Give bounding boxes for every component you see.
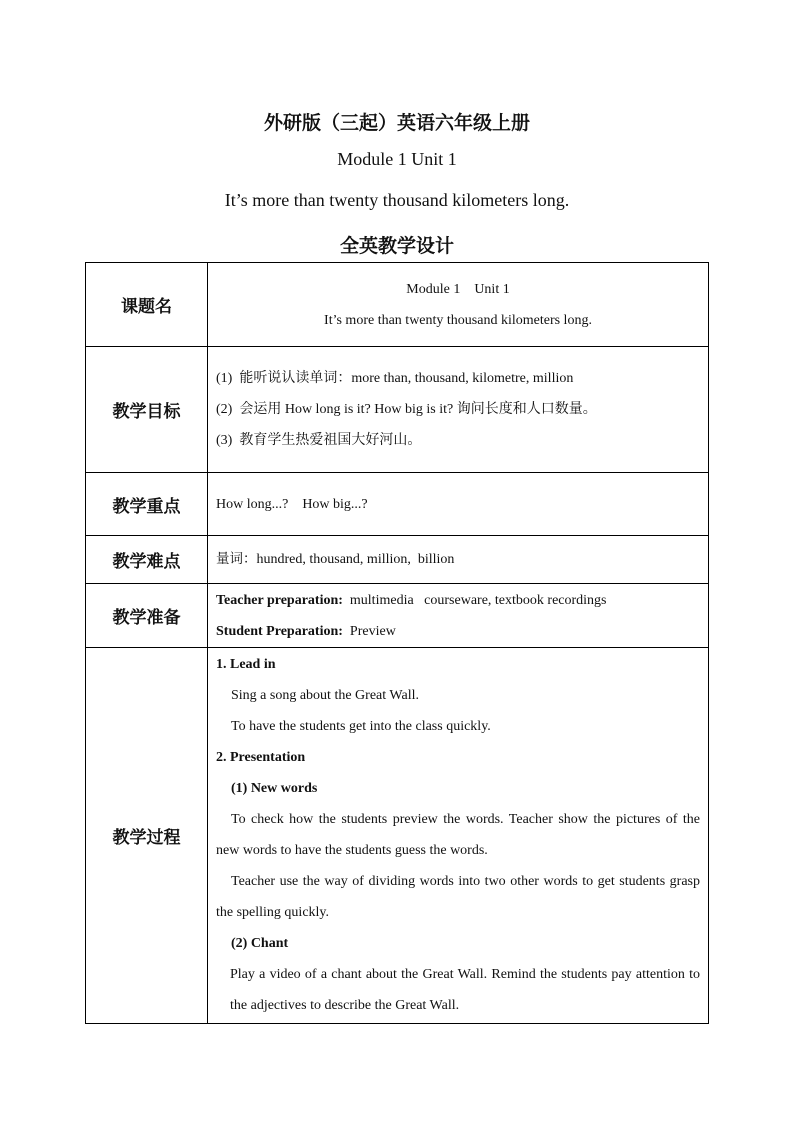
process-paragraph: Play a video of a chant about the Great Wall. Remind the students pay attention to the adjectives to describe the Great Wall. [230,967,700,1013]
objective-en: more than, thousand, kilometre, million [351,371,574,386]
teacher-preparation-value: multimedia courseware, textbook recordings [349,592,607,608]
student-preparation [216,616,700,647]
topic-line2: It’s more than twenty thousand kilometers long. [324,312,592,328]
label-difficulties: 教学难点 [86,536,208,584]
row-process [86,648,709,1024]
row-difficulties [86,536,709,584]
student-preparation-value: Preview [349,623,396,639]
teacher-preparation-label: Teacher preparation: [216,592,343,608]
label-objectives: 教学目标 [86,347,208,473]
lesson-plan-table [85,262,709,1024]
topic-line1: Module 1 Unit 1 [406,281,510,297]
process-step-heading: 1. Lead in [216,657,276,672]
process-sub-heading: (1) New words [231,781,318,796]
topic-content [208,263,709,347]
key-points-content: How long...? How big...? [208,473,709,536]
objective-item [216,394,700,425]
difficulties-cn: 量词： [216,551,257,567]
objectives-content [208,347,709,473]
label-preparation: 教学准备 [86,584,208,648]
objective-item [216,363,700,394]
difficulties-en: hundred, thousand, million, billion [256,552,455,567]
objective-cn: 能听说认读单词： [239,371,352,386]
difficulties-content [208,536,709,584]
label-process: 教学过程 [86,648,208,1024]
design-title: 全英教学设计 [339,235,454,257]
objective-num: (1) [216,371,233,386]
objective-item [216,425,700,456]
label-topic: 课题名 [86,263,208,347]
objective-cn: 教育学生热爱祖国大好河山。 [239,433,422,448]
objective-num: (2) [216,402,233,417]
row-topic [86,263,709,347]
document-title: 外研版（三起）英语六年级上册 [263,112,530,134]
objective-cn2: 询问长度和人口数量。 [456,402,597,417]
process-text: To have the students get into the class quickly. [231,719,491,734]
objective-en: How long is it? How big is it? [284,402,454,417]
objective-cn: 会运用 [239,402,282,417]
module-unit-heading: Module 1 Unit 1 [337,149,457,169]
preparation-content [208,584,709,648]
lesson-title: It’s more than twenty thousand kilometers long. [224,190,570,210]
process-sub-heading: (2) Chant [231,936,289,951]
process-paragraph: Teacher use the way of dividing words into two other words to get students grasp the spelling quickly. [216,874,700,920]
teacher-preparation [216,585,700,616]
process-step-heading: 2. Presentation [216,750,306,765]
label-key-points: 教学重点 [86,473,208,536]
row-preparation [86,584,709,648]
student-preparation-label: Student Preparation: [216,623,343,639]
row-key-points [86,473,709,536]
process-paragraph: To check how the students preview the words. Teacher show the pictures of the new words to have the students guess the words. [216,812,700,858]
objective-num: (3) [216,433,233,448]
process-content [208,648,709,1024]
process-text: Sing a song about the Great Wall. [231,688,419,703]
row-objectives [86,347,709,473]
